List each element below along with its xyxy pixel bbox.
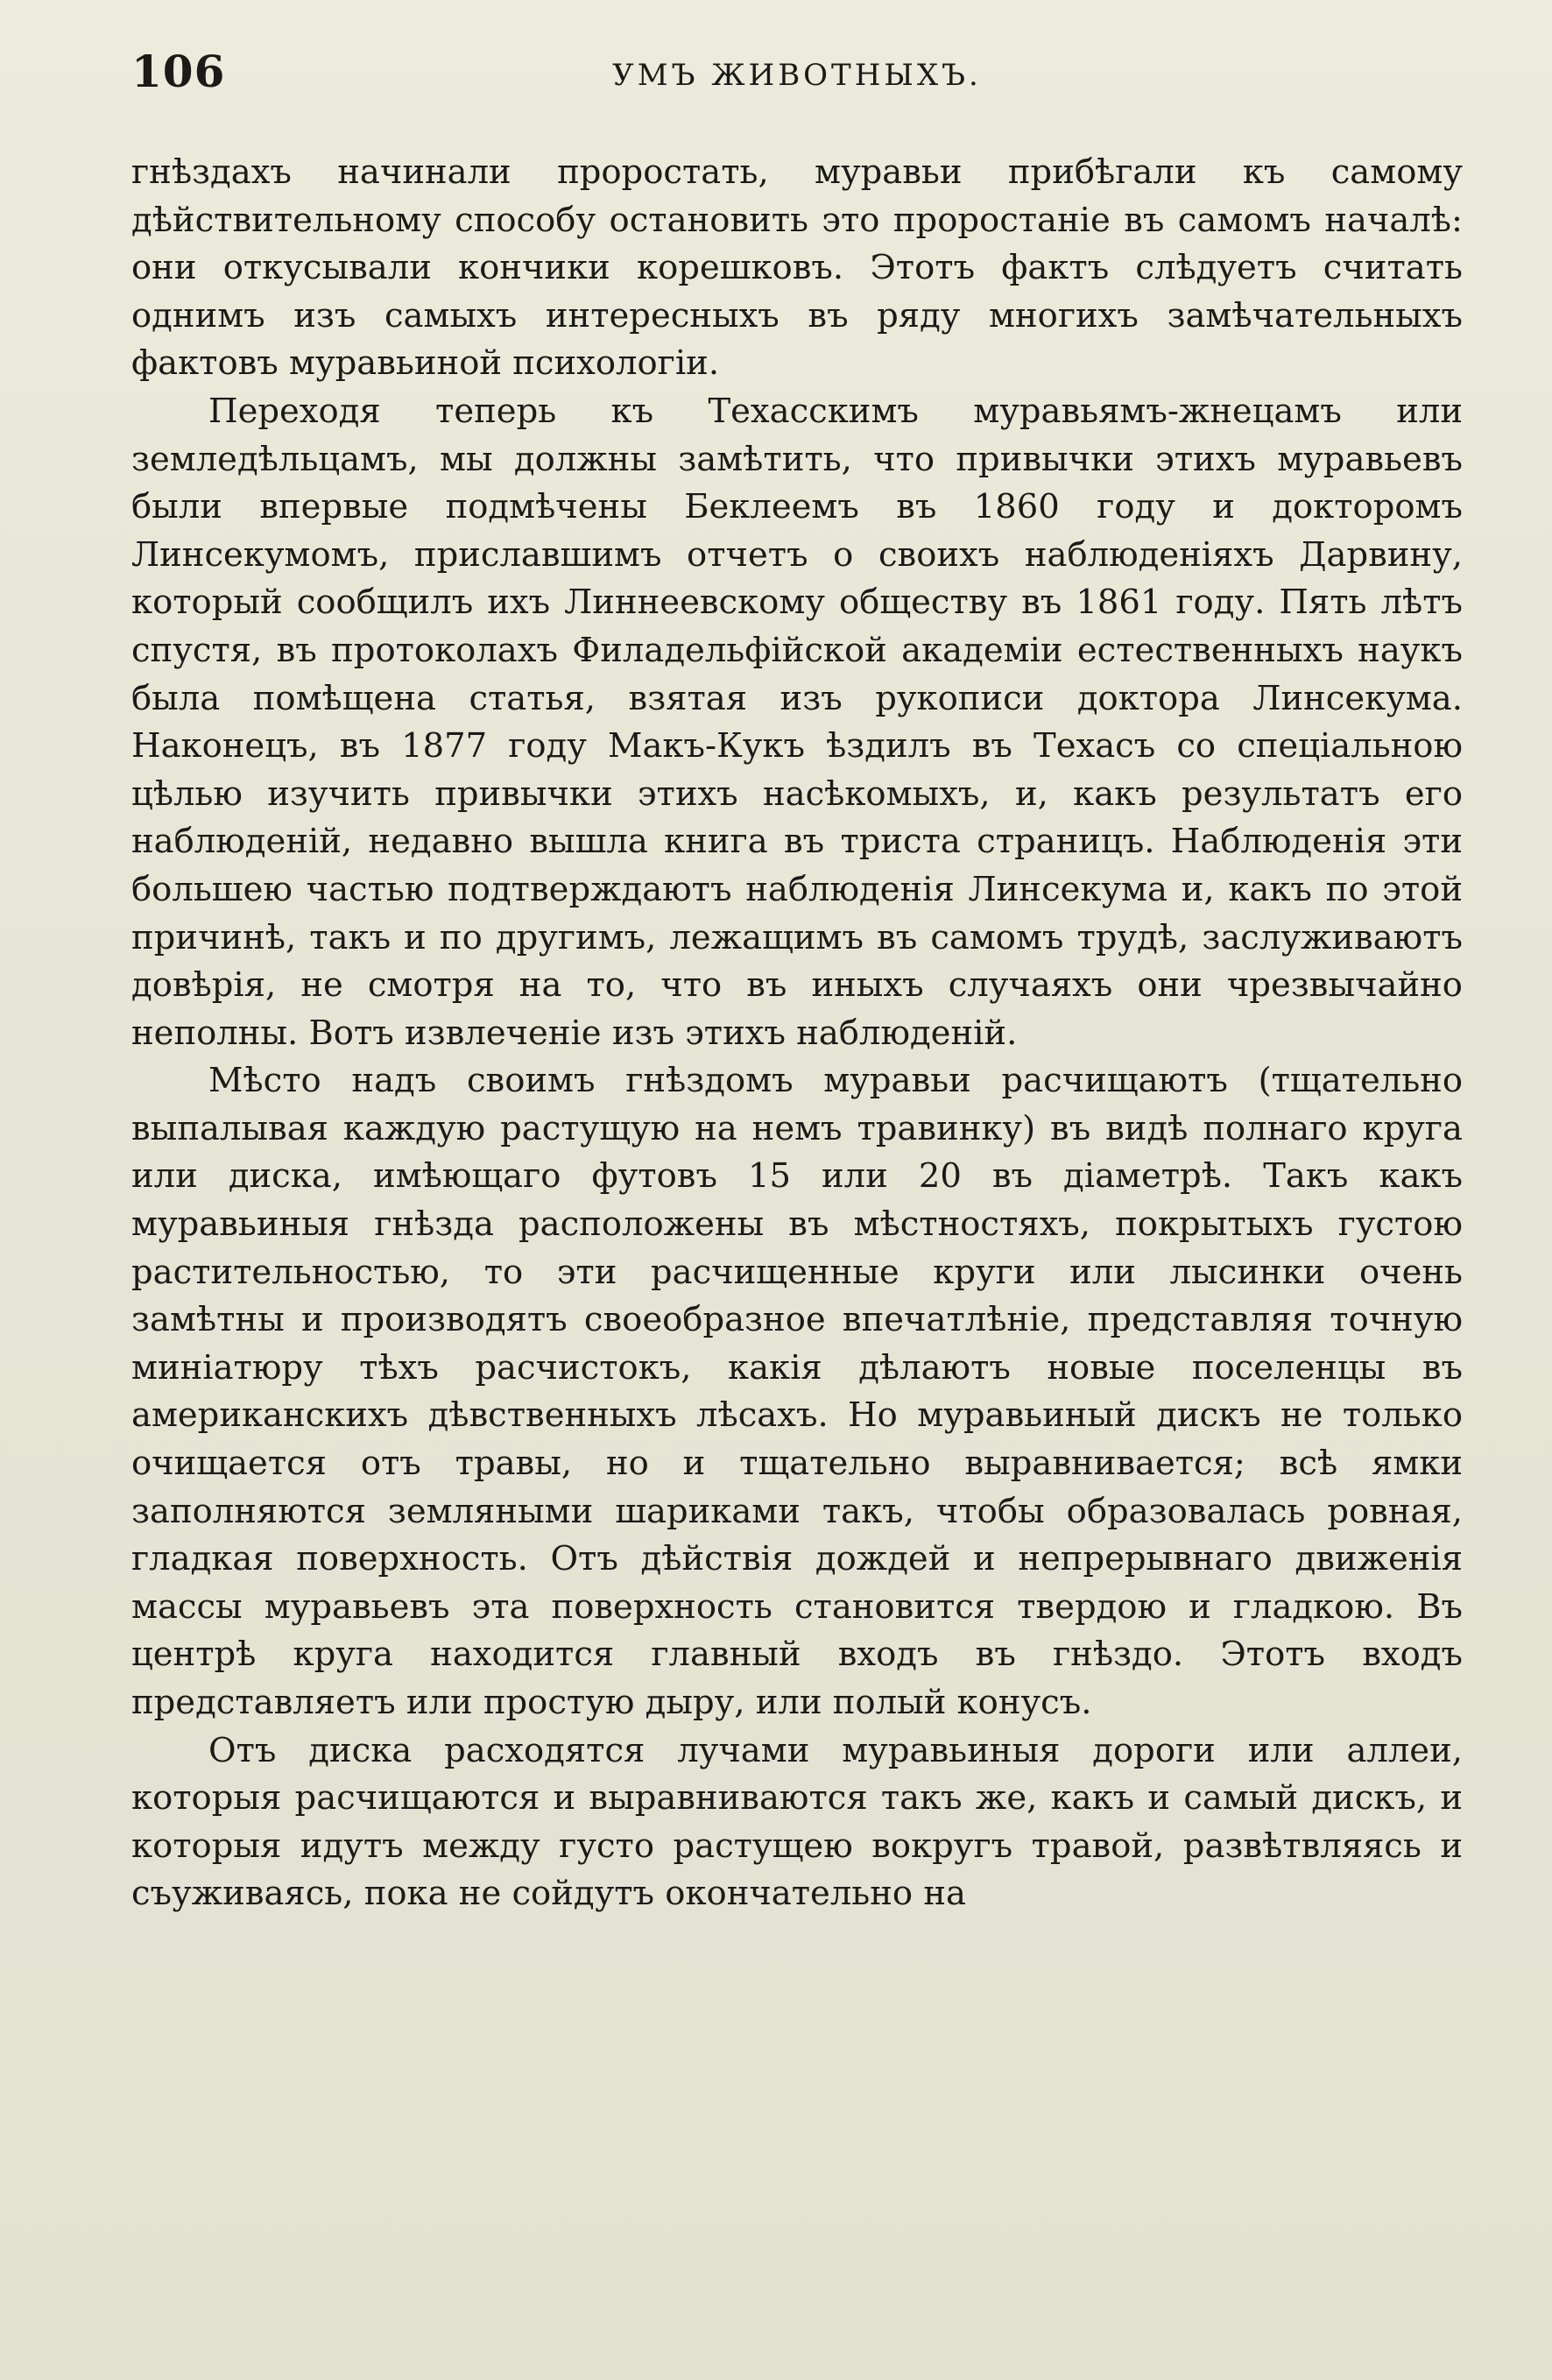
paragraph: Мѣсто надъ своимъ гнѣздомъ муравьи расчищаютъ (тщательно выпалывая каждую растущую на немъ травинку) въ видѣ полнаго круга или диска, имѣющаго футовъ 15 или 20 въ діаметрѣ. Такъ какъ муравьиныя гнѣзда расположены въ мѣстностяхъ, покрытыхъ густою растительностью, то эти расчищенные круги или лысинки очень замѣтны и производятъ своеобразное впечатлѣніе, представляя точную миніатюру тѣхъ расчистокъ, какія дѣлаютъ новые поселенцы въ американскихъ дѣвственныхъ лѣсахъ. Но муравьиный дискъ не только очищается отъ травы, но и тщательно выравнивается; всѣ ямки заполняются земляными шариками такъ, чтобы образовалась ровная, гладкая поверхность. Отъ дѣйствія дождей и непрерывнаго движенія массы муравьевъ эта поверхность становится твердою и гладкою. Въ центрѣ круга находится главный входъ въ гнѣздо. Этотъ входъ представляетъ или простую дыру, или полый конусъ. xyxy=(131,1061,1463,1722)
running-title: УМЪ ЖИВОТНЫХЪ. xyxy=(612,58,982,93)
paragraph-continued: гнѣздахъ начинали проростать, муравьи прибѣгали къ самому дѣйствительному способу остановить это проростаніе въ самомъ началѣ: они откусывали кончики корешковъ. Этотъ фактъ слѣдуетъ считать однимъ изъ самыхъ интересныхъ въ ряду многихъ замѣчательныхъ фактовъ муравьиной психологіи. xyxy=(131,152,1463,384)
body-text xyxy=(131,149,1463,1918)
paragraph: Переходя теперь къ Техасскимъ муравьямъ-жнецамъ или земледѣльцамъ, мы должны замѣтить, что привычки этихъ муравьевъ были впервые подмѣчены Беклеемъ въ 1860 году и докторомъ Линсекумомъ, приславшимъ отчетъ о своихъ наблюденіяхъ Дарвину, который сообщилъ ихъ Линнеевскому обществу въ 1861 году. Пять лѣтъ спустя, въ протоколахъ Филадельфійской академіи естественныхъ наукъ была помѣщена статья, взятая изъ рукописи доктора Линсекума. Наконецъ, въ 1877 году Макъ-Кукъ ѣздилъ въ Техасъ со спеціальною цѣлью изучить привычки этихъ насѣкомыхъ, и, какъ результатъ его наблюденій, недавно вышла книга въ триста страницъ. Наблюденія эти большею частью подтверждаютъ наблюденія Линсекума и, какъ по этой причинѣ, такъ и по другимъ, лежащимъ въ самомъ трудѣ, заслуживаютъ довѣрія, не смотря на то, что въ иныхъ случаяхъ они чрезвычайно неполны. Вотъ извлеченіе изъ этихъ наблюденій. xyxy=(131,391,1463,1053)
paragraph: Отъ диска расходятся лучами муравьиныя дороги или аллеи, которыя расчищаются и выравниваются такъ же, какъ и самый дискъ, и которыя идутъ между густо растущею вокругъ травой, развѣтвляясь и съуживаясь, пока не сойдутъ окончательно на xyxy=(131,1730,1463,1914)
page-header xyxy=(131,46,1463,107)
page-number: 106 xyxy=(131,46,226,97)
